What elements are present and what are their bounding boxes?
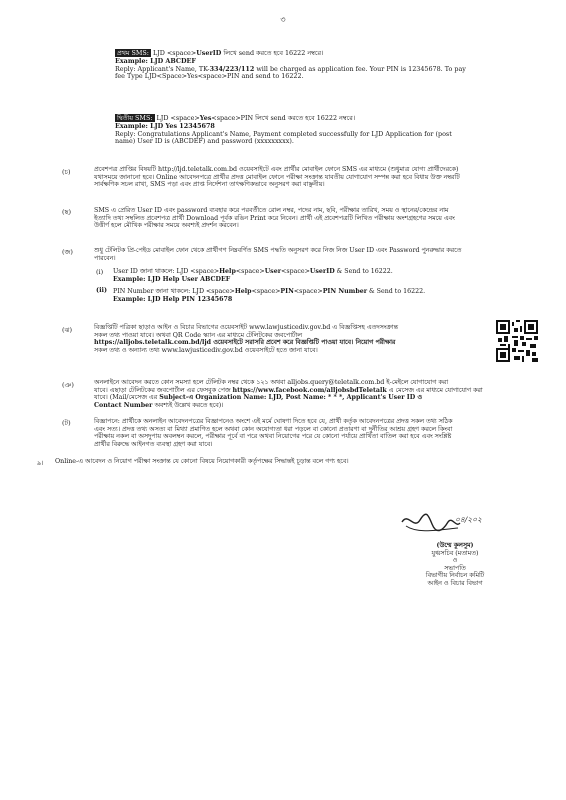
sms-1-cmd: LJD <space>: [150, 49, 197, 57]
item-ch-text: প্রবেশপত্র প্রাপ্তির বিষয়টি http://ljd.teletalk.com.bd ওয়েবসাইটে এবং প্রার্থীর মোবাইল ফোনে SMS এর মাধ্যমে (শুধুমাত্র যোগ্য প্রার্থীদেরকে) যথাসময়ে জানানো হবে। Online আবেদনপত্রে প্রার্থীর প্রদত্ত মোবাইল ফোনে পরীক্ষা সংক্রান্ত যাবতীয় যোগাযোগ সম্পন্ন করা হবে বিধায় উক্ত নম্বরটি সার্বক্ষণিক সচল রাখা, SMS পড়া এবং প্রাপ্ত নির্দেশনা তাৎক্ষণিকভাবে অনুসরণ করা বাঞ্ছনীয়।: [94, 166, 460, 189]
item-n-text: অনলাইনে আবেদন করতে কোন সমস্যা হলে টেলিটক নম্বর থেকে ১২১ অথবা alljobs.query@teletalk.com.bd ই-মেইলে যোগাযোগ করা যাবে। এছাড়া টেলিটকের জবপোর্টাল এর ফেসবুক পেজ https://www.facebook.com/alljobsbdTeletalk এ মেসেজ এর মাধ্যমে যোগাযোগ করা যাবে। (Mail/মেসেজ এর Subject-এ Organization Name: LJD, Post Name: * * *, Applicant's User ID ও Contact Number অবশ্যই উল্লেখ করতে হবে)।: [94, 379, 483, 409]
item-ch-label: (চ): [62, 168, 71, 176]
section-9-text: Online-এ আবেদন ও নিয়োগ পরীক্ষা সংক্রান্ত যে কোনো বিষয়ে নিয়োগকারী কর্তৃপক্ষের সিদ্ধান্তই চূড়ান্ত বলে গণ্য হবে।: [55, 458, 349, 465]
section-9-label: ৯।: [37, 459, 44, 467]
item-t-label: (ট): [62, 419, 71, 427]
item-t-text: বিজ্ঞাপনে: প্রার্থীকে অনলাইন আবেদনপত্রের বিজ্ঞাপনেও অংশে এই মর্মে ঘোষণা দিতে হবে যে, প্রার্থী কর্তৃক আবেদনপত্রের প্রদত্ত সকল তথ্য সঠিক এবং সত্য। প্রদত্ত তথ্য অসত্য বা মিথ্যা প্রমাণিত হলে অথবা কোন অযোগ্যতা ধরা পড়লে বা কোনো প্রতারণা বা দুর্নীতির আশ্রয় গ্রহণ করলে কিংবা পরীক্ষায় নকল বা অসদুপায় অবলম্বন করলে, পরীক্ষার পূর্বে বা পরে অথবা নিয়োগের পরে যে কোনো পর্যায়ে প্রার্থিতা বাতিল করা হবে এবং সংশ্লিষ্ট প্রার্থীর বিরুদ্ধে আইনগত ব্যবস্থা গ্রহণ করা যাবে।: [94, 418, 453, 448]
sms-2-badge: দ্বিতীয় SMS:: [117, 114, 153, 122]
item-j-text: শুধু টেলিটক প্রি-পেইড মোবাইল ফোন থেকে প্রার্থীগণ নিম্নবর্ণিত SMS পদ্ধতি অনুসরণ করে নিজ নিজ User ID এবং Password পুনরুদ্ধার করতে পারবেন।: [94, 247, 462, 262]
signature-block: (উম্মে কুলসুম) যুগ্মসচিব (মতামত) ও সভাপতি বিভাগীয় নির্বাচন কমিটি আইন ও বিচার বিভাগ: [425, 542, 485, 587]
item-j-ii-text: PIN Number জানা থাকলে: LJD <space>Help<space>PIN<space>PIN Number & Send to 16222. Example: LJD Help PIN 12345678: [113, 288, 426, 303]
page-number: ৩: [280, 15, 286, 24]
sms-1-cmd-post: লিখে send করতে হবে 16222 নম্বরে।: [221, 49, 324, 57]
item-j-i-label: (i): [96, 268, 104, 276]
facebook-link[interactable]: https://www.facebook.com/alljobsbdTeletalk: [232, 386, 387, 394]
item-chh-text: SMS এ প্রেরিত User ID এবং password ব্যবহার করে পরবর্তীতে রোল নম্বর, পদের নাম, ছবি, পরীক্ষার তারিখ, সময় ও স্থানের/কেন্দ্রের নাম ইত্যাদি তথ্য সম্বলিত প্রবেশপত্র প্রার্থী Download পূর্বক রঙিন Print করে নিবেন। প্রার্থী এই প্রবেশপত্রটি লিখিত পরীক্ষায় অংশগ্রহণের সময়ে এবং উত্তীর্ণ হলে মৌখিক পরীক্ষার সময়ে অবশ্যই প্রদর্শন করবেন।: [94, 207, 455, 230]
sms-2-reply-1: Reply: Congratulations Applicant's Name, Payment completed successfully for LJD Application for (post: [115, 129, 452, 138]
item-jh-label: (ঝ): [62, 326, 72, 334]
sms-2-block: দ্বিতীয় SMS: LJD <space>Yes<space>PIN লিখে send করতে হবে 16222 নম্বরে। Example: LJD Yes 12345678 Reply: Congratulations Applicant's Name, Payment completed successfully for LJD Application for (post name) User ID is (ABCDEF) and password (xxxxxxxxx).: [115, 115, 535, 146]
item-jh-text: বিজ্ঞপ্তিটি পত্রিকা ছাড়াও আইন ও বিচার বিভাগের ওয়েবসাইট www.lawjusticediv.gov.bd এ বিজ্ঞপ্তিসহ এতদসংক্রান্ত সকল তথ্য পাওয়া যাবে। অথবা QR Code স্ক্যান এর মাধ্যমে টেলিটকের জবপোর্টাল https://alljobs.teletalk.com.bd/ljd ওয়েবসাইটে সরাসরি প্রবেশ করে বিজ্ঞপ্তিটি পাওয়া যাবে। নিয়োগ পরীক্ষার সকল তথ্য ও অন্যান্য তথ্য www.lawjusticediv.gov.bd ওয়েবসাইটে হতে জানা যাবে।: [94, 324, 398, 354]
sms-2-example: Example: LJD Yes 12345678: [115, 121, 215, 130]
sms-1-reply: Reply: Applicant's Name, TK-334/223/112 will be charged as application fee. Your PIN is 12345678. To pay: [115, 64, 466, 73]
item-n-label: (ঞ): [62, 381, 74, 389]
sms-1-reply-2: fee Type LJD<Space>Yes<space>PIN and send to 16222.: [115, 72, 304, 81]
sms-1-block: [115, 50, 535, 81]
sms-1-cmd-bold: UserID: [196, 49, 222, 57]
item-j-ii-label: (ii): [96, 286, 108, 294]
signature-date: ০৪/২০২: [455, 515, 482, 524]
sms-1-example: Example: LJD ABCDEF: [115, 56, 196, 65]
item-chh-label: (ছ): [62, 208, 72, 216]
sms-1-badge: প্রথম SMS:: [117, 49, 149, 57]
item-j-i-text: User ID জানা থাকলে: LJD <space>Help<space>User<space>UserID & Send to 16222. Example: LJD Help User ABCDEF: [113, 268, 393, 283]
qr-code: [496, 320, 538, 362]
item-j-label: (জ): [62, 248, 73, 256]
sms-2-reply-2: name) User ID is (ABCDEF) and password (xxxxxxxxx).: [115, 137, 294, 146]
